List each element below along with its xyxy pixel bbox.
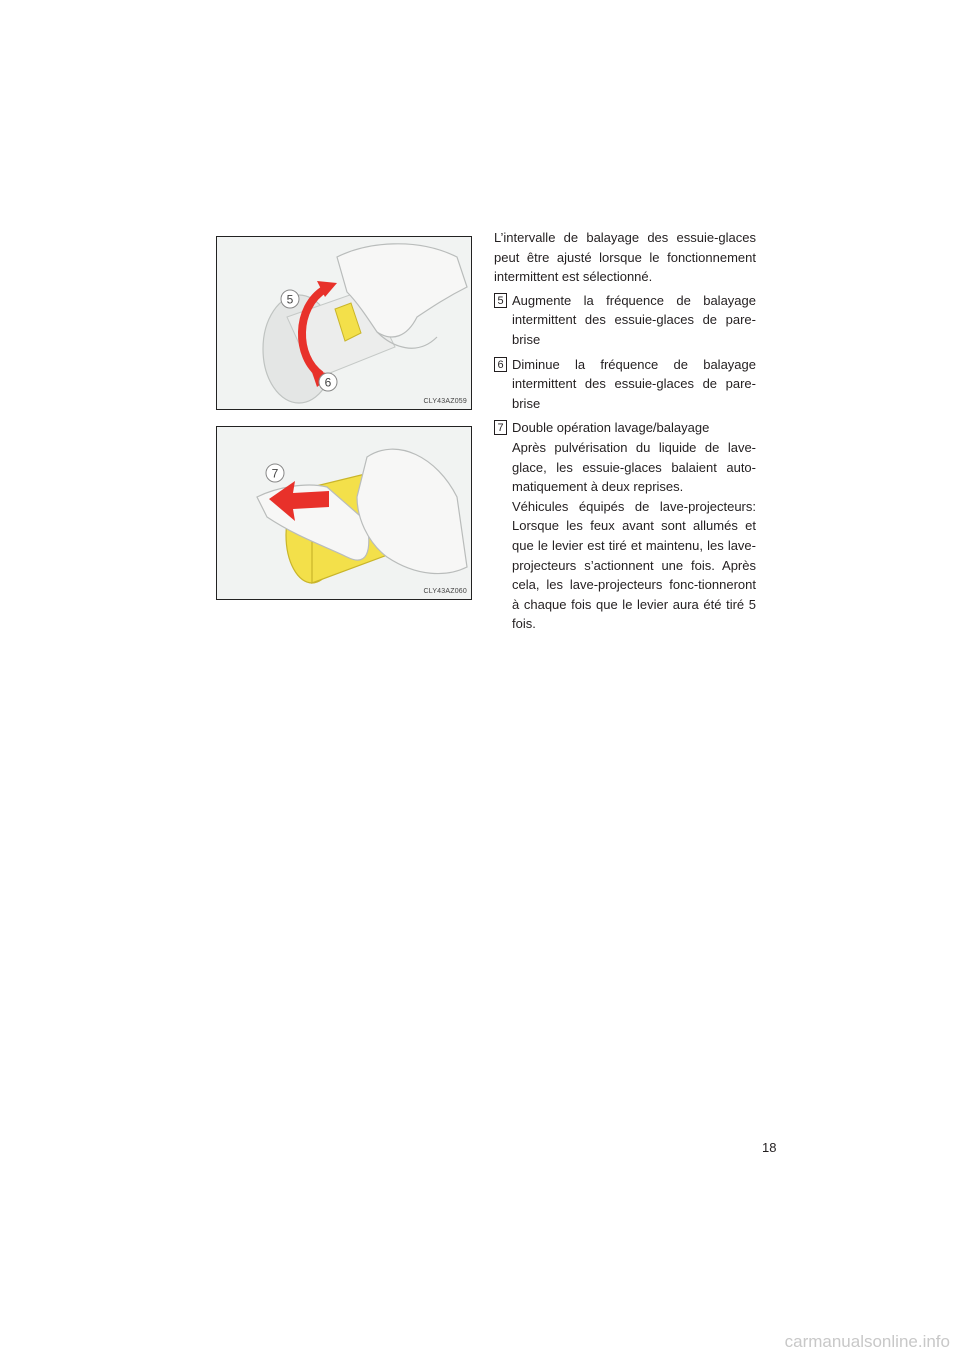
figure2-label-7: 7: [271, 466, 279, 481]
item-number-badge: 7: [494, 420, 507, 435]
item-7: [494, 418, 756, 634]
item-text: Augmente la fréquence de balayage intermittent des essuie-glaces de pare-brise: [512, 292, 756, 347]
figure-wiper-interval: [216, 236, 472, 410]
item-6: [494, 355, 756, 414]
item-paragraph-1: Après pulvérisation du liquide de lave-glace, les essuie-glaces balaient auto-matiquement à deux reprises.: [512, 439, 756, 495]
item-text: Diminue la fréquence de balayage intermittent des essuie-glaces de pare-brise: [512, 356, 756, 411]
figure1-label-6: 6: [324, 375, 332, 390]
page-number: 18: [762, 1140, 777, 1155]
item-number-badge: 5: [494, 293, 507, 308]
figure2-code: CLY43AZ060: [423, 588, 467, 595]
figure-double-wash: [216, 426, 472, 600]
double-wash-illustration: [217, 427, 471, 599]
wiper-interval-illustration: [217, 237, 471, 409]
item-title: Double opération lavage/balayage: [512, 420, 710, 436]
figure1-label-5: 5: [286, 292, 294, 307]
watermark: carmanualsonline.info: [784, 1332, 950, 1351]
text-column: [494, 228, 756, 639]
figure1-code: CLY43AZ059: [423, 398, 467, 405]
intro-paragraph: L’intervalle de balayage des essuie-glaces peut être ajusté lorsque le fonctionnement intermittent est sélectionné.: [494, 230, 756, 285]
item-paragraph-2: Véhicules équipés de lave-projecteurs: Lorsque les feux avant sont allumés et que le levier est tiré et maintenu, les lave-projecteurs s’actionnent une fois. Après cela, les lave-projecteurs fonc-tionneront à chaque fois que le levier aura été tiré 5 fois.: [512, 498, 756, 632]
item-number-badge: 6: [494, 357, 507, 372]
item-5: [494, 291, 756, 350]
